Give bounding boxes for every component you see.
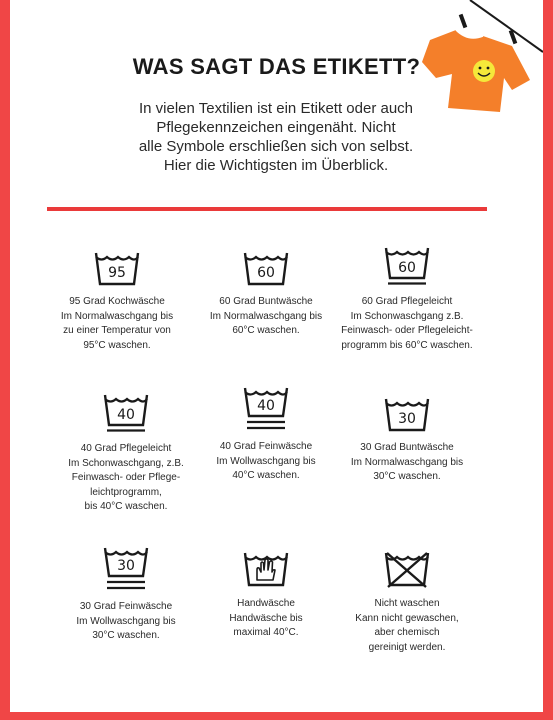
description-line: zu einer Temperatur von (63, 325, 171, 336)
description-line: Handwäsche (237, 598, 295, 609)
description-line: Handwäsche bis (229, 612, 303, 624)
description-line: Im Normalwaschgang bis (350, 456, 464, 468)
intro-line: alle Symbole erschließen sich von selbst. (138, 138, 414, 155)
description-line: 30 Grad Feinwäsche (79, 601, 173, 612)
description-line: 40°C waschen. (232, 470, 300, 481)
wash-40-gentle-icon (103, 392, 149, 433)
intro-text (80, 99, 472, 175)
intro-line: In vielen Textilien ist ein Etikett oder auch (138, 100, 414, 117)
wash-30-icon (384, 396, 430, 432)
description-line: 30°C waschen. (373, 471, 441, 482)
care-description (322, 441, 492, 485)
description-line: programm bis 60°C waschen. (341, 339, 473, 351)
description-line: 40 Grad Pflegeleicht (80, 443, 172, 454)
description-line: Im Normalwaschgang bis (60, 310, 174, 322)
care-symbol-30 (322, 396, 492, 485)
description-line: 60 Grad Pflegeleicht (361, 296, 453, 307)
description-line: Kann nicht gewaschen, (355, 612, 459, 624)
description-line: 60 Grad Buntwäsche (219, 296, 313, 307)
description-line: 95 Grad Kochwäsche (69, 296, 165, 307)
temperature-label: 95 (108, 265, 126, 281)
description-line: Im Schonwaschgang z.B. (350, 310, 464, 322)
red-divider (47, 207, 487, 211)
description-line: leichtprogramm, (90, 486, 162, 498)
description-line: gereinigt werden. (368, 641, 446, 653)
care-symbol-do-not-wash (322, 550, 492, 655)
temperature-label: 60 (257, 265, 275, 281)
intro-line: Hier die Wichtigsten im Überblick. (163, 157, 389, 174)
care-symbol-95 (32, 250, 202, 353)
description-line: Im Schonwaschgang, z.B. (68, 457, 184, 469)
description-line: Feinwasch- oder Pflege- (71, 472, 181, 483)
description-line: 30 Grad Buntwäsche (360, 442, 454, 453)
description-line: maximal 40°C. (233, 627, 299, 638)
wash-60-gentle-icon (384, 245, 430, 286)
description-line: 60°C waschen. (232, 325, 300, 336)
page-title: WAS SAGT DAS ETIKETT? (132, 54, 421, 79)
description-line: 95°C waschen. (83, 339, 151, 351)
hand-wash-icon (243, 550, 289, 588)
wash-40-wool-icon (243, 385, 289, 431)
description-line: Im Wollwaschgang bis (76, 615, 176, 627)
care-description (32, 295, 202, 353)
care-description (322, 295, 492, 353)
wash-30-wool-icon (103, 545, 149, 591)
description-line: 40 Grad Feinwäsche (219, 441, 313, 452)
temperature-label: 30 (398, 411, 416, 427)
do-not-wash-icon (384, 550, 430, 588)
care-description (322, 597, 492, 655)
temperature-label: 40 (117, 407, 135, 423)
description-line: Nicht waschen (374, 598, 440, 609)
description-line: Im Wollwaschgang bis (216, 455, 316, 467)
description-line: Im Normalwaschgang bis (209, 310, 323, 322)
care-symbol-60-gentle (322, 245, 492, 353)
description-line: aber chemisch (374, 627, 440, 638)
intro-line: Pflegekennzeichen eingenäht. Nicht (156, 119, 396, 136)
temperature-label: 40 (257, 398, 275, 414)
infographic-page (10, 0, 543, 712)
temperature-label: 30 (117, 558, 135, 574)
description-line: Feinwasch- oder Pflegeleicht- (341, 325, 473, 336)
description-line: bis 40°C waschen. (84, 501, 168, 512)
temperature-label: 60 (398, 260, 416, 276)
description-line: 30°C waschen. (92, 630, 160, 641)
wash-60-icon (243, 250, 289, 286)
wash-95-icon (94, 250, 140, 286)
